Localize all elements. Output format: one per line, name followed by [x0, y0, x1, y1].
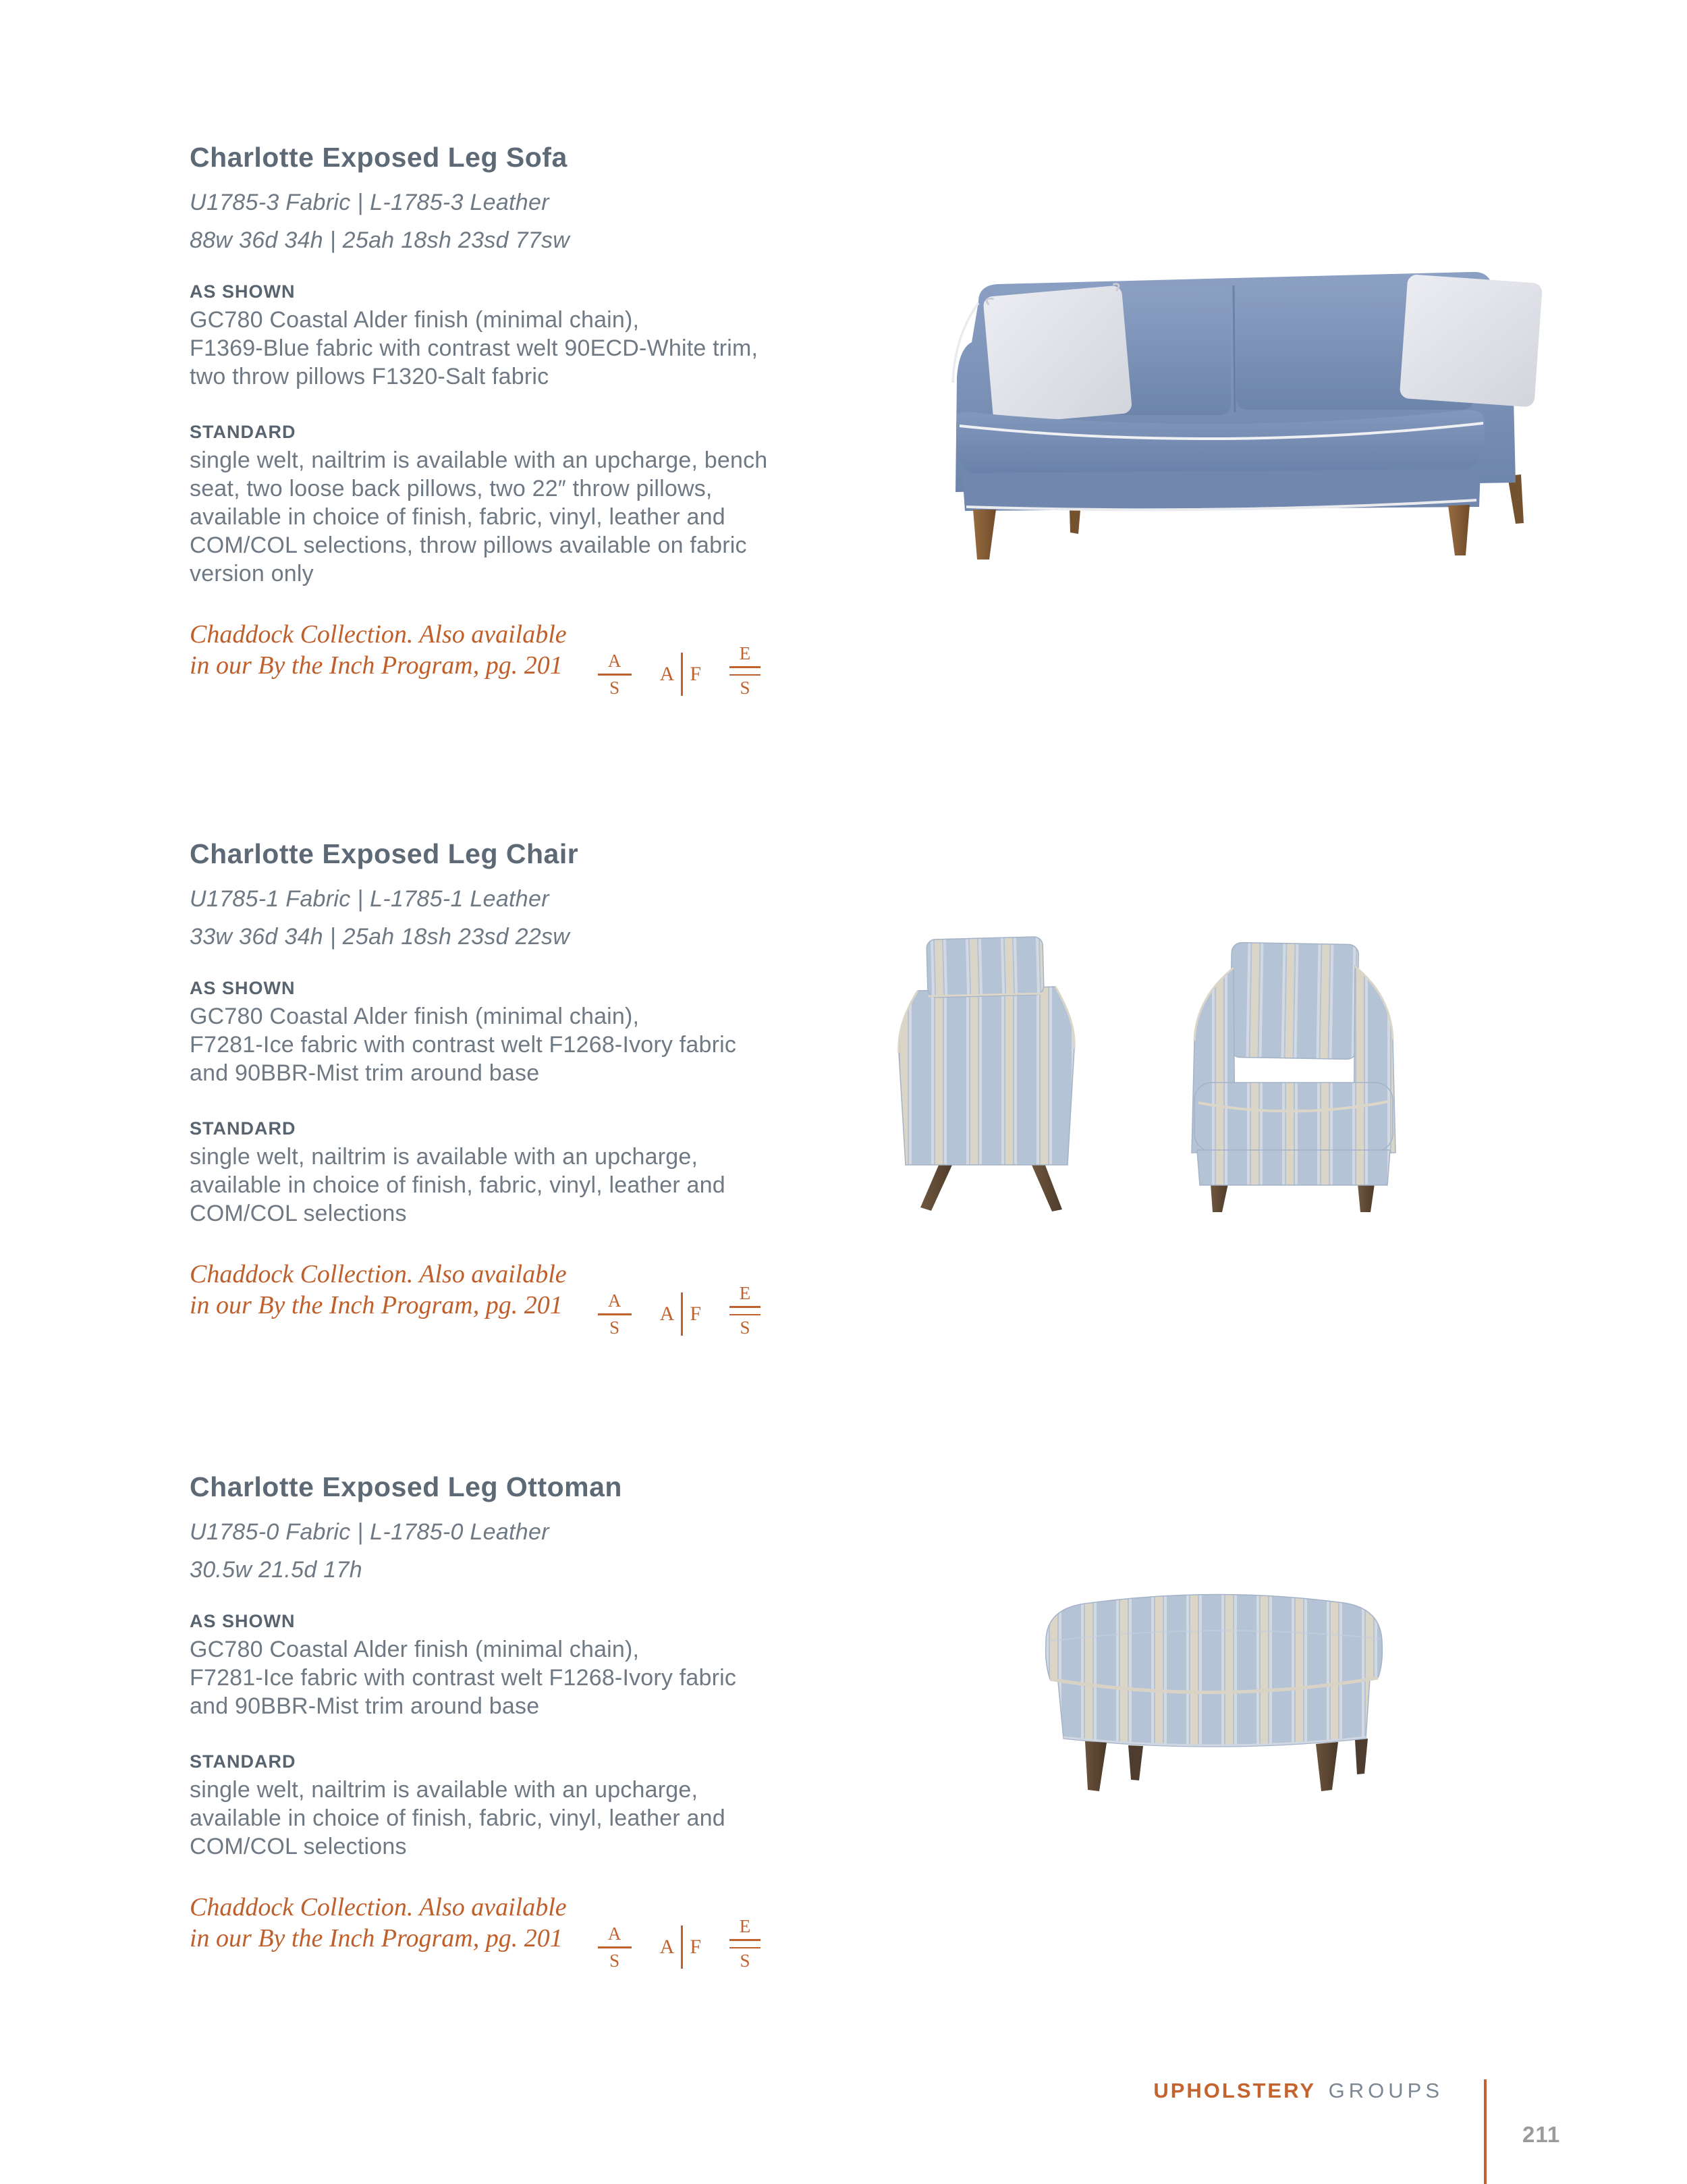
footer-divider-line: [1484, 2079, 1487, 2184]
as-shown-line: F7281-Ice fabric with contrast welt F1268-Ivory fabric: [190, 1665, 737, 1691]
as-shown-label: AS SHOWN: [190, 281, 296, 302]
program-badges: [598, 1917, 760, 1970]
as-shown-text: [190, 306, 925, 391]
collection-note-row: [190, 1259, 925, 1338]
chair-photos: [877, 926, 1427, 1215]
product-section-chair: [190, 838, 925, 1338]
collection-note: Chaddock Collection. Also available in our By the Inch Program, pg. 201: [190, 1893, 567, 1953]
as-shown-label: AS SHOWN: [190, 1611, 296, 1631]
standard-line: COM/COL selections: [190, 1834, 407, 1859]
standard-label: STANDARD: [190, 1751, 296, 1772]
page-number: 211: [1522, 2122, 1561, 2147]
footer-brand-upholstery: UPHOLSTERY: [1153, 2079, 1317, 2102]
standard-label: STANDARD: [190, 422, 296, 442]
standard-line: single welt, nailtrim is available with an upcharge,: [190, 1777, 698, 1803]
standard-line: single welt, nailtrim is available with an upcharge, bench: [190, 447, 768, 473]
badge-e-over-s-icon: E S: [729, 1917, 760, 1970]
standard-line: available in choice of finish, fabric, vinyl, leather and: [190, 1172, 725, 1198]
badge-a-bar-f-icon: A F: [660, 1926, 701, 1969]
as-shown-line: GC780 Coastal Alder finish (minimal chain),: [190, 307, 640, 333]
as-shown-line: GC780 Coastal Alder finish (minimal chain),: [190, 1004, 640, 1029]
badge-e-over-s-icon: E S: [729, 1284, 760, 1337]
product-dimensions: 88w 36d 34h | 25ah 18sh 23sd 77sw: [190, 227, 570, 253]
product-dimensions: 30.5w 21.5d 17h: [190, 1557, 362, 1583]
chair-front-view: [1192, 942, 1395, 1212]
product-title: Charlotte Exposed Leg Sofa: [190, 142, 568, 173]
collection-note-row: [190, 619, 925, 698]
standard-line: COM/COL selections: [190, 1201, 407, 1226]
chair-back-view: [899, 937, 1074, 1211]
badge-a-over-s-icon: A S: [598, 1925, 632, 1970]
badge-e-over-s-icon: E S: [729, 645, 760, 697]
badge-a-over-s-icon: A S: [598, 1292, 632, 1337]
collection-note-row: [190, 1892, 925, 1971]
ottoman-photo: [1027, 1577, 1404, 1797]
collection-note: Chaddock Collection. Also available in our By the Inch Program, pg. 201: [190, 620, 567, 680]
standard-text: [190, 446, 925, 588]
as-shown-line: GC780 Coastal Alder finish (minimal chain),: [190, 1637, 640, 1662]
standard-line: available in choice of finish, fabric, vinyl, leather and: [190, 504, 725, 530]
standard-line: COM/COL selections, throw pillows available on fabric: [190, 533, 747, 558]
product-title: Charlotte Exposed Leg Ottoman: [190, 1471, 622, 1502]
as-shown-text: [190, 1002, 925, 1087]
as-shown-line: two throw pillows F1320-Salt fabric: [190, 364, 549, 389]
as-shown-line: F7281-Ice fabric with contrast welt F1268-Ivory fabric: [190, 1032, 737, 1058]
product-section-ottoman: [190, 1471, 925, 1971]
as-shown-line: and 90BBR-Mist trim around base: [190, 1693, 540, 1719]
standard-text: [190, 1143, 925, 1228]
program-badges: [598, 1284, 760, 1337]
badge-a-bar-f-icon: A F: [660, 653, 701, 696]
standard-line: single welt, nailtrim is available with an upcharge,: [190, 1144, 698, 1170]
standard-line: seat, two loose back pillows, two 22″ throw pillows,: [190, 476, 713, 501]
standard-line: available in choice of finish, fabric, vinyl, leather and: [190, 1805, 725, 1831]
program-badges: [598, 645, 760, 697]
product-model-numbers: U1785-1 Fabric | L-1785-1 Leather: [190, 886, 549, 912]
product-model-numbers: U1785-0 Fabric | L-1785-0 Leather: [190, 1519, 549, 1545]
sofa-photo: [892, 258, 1543, 562]
badge-a-over-s-icon: A S: [598, 652, 632, 697]
as-shown-line: and 90BBR-Mist trim around base: [190, 1060, 540, 1086]
product-dimensions: 33w 36d 34h | 25ah 18sh 23sd 22sw: [190, 924, 570, 950]
product-title: Charlotte Exposed Leg Chair: [190, 838, 579, 869]
product-section-sofa: [190, 142, 925, 698]
standard-line: version only: [190, 561, 314, 586]
collection-note: Chaddock Collection. Also available in our By the Inch Program, pg. 201: [190, 1260, 567, 1319]
standard-text: [190, 1776, 925, 1861]
footer-brand: [1153, 2079, 1443, 2103]
product-model-numbers: U1785-3 Fabric | L-1785-3 Leather: [190, 190, 549, 215]
footer-brand-groups: GROUPS: [1328, 2079, 1443, 2102]
as-shown-text: [190, 1635, 925, 1720]
badge-a-bar-f-icon: A F: [660, 1292, 701, 1336]
as-shown-line: F1369-Blue fabric with contrast welt 90ECD-White trim,: [190, 335, 758, 361]
standard-label: STANDARD: [190, 1118, 296, 1139]
as-shown-label: AS SHOWN: [190, 978, 296, 998]
